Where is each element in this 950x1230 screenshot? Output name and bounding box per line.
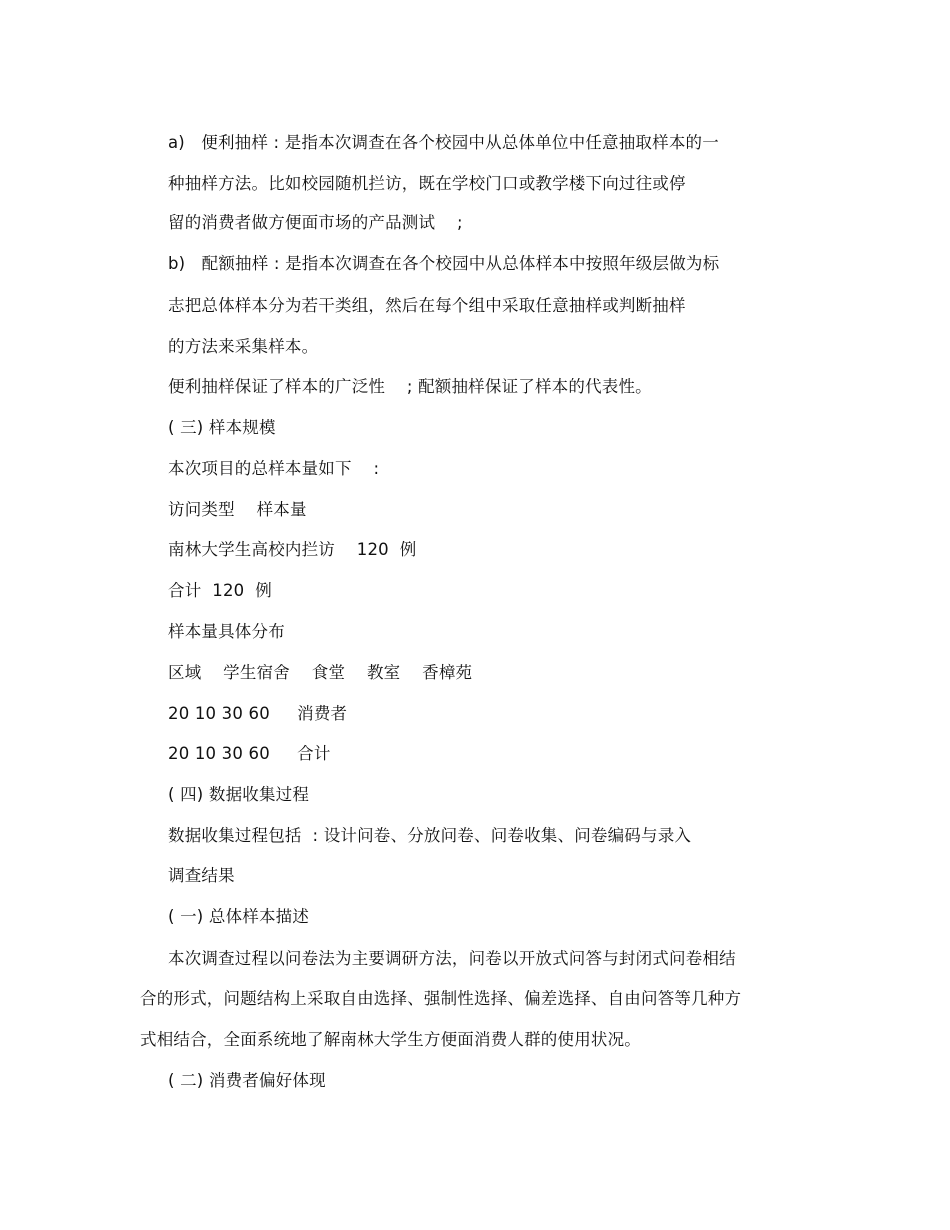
paragraph-line: 合的形式，问题结构上采取自由选择、强制性选择、偏差选择、自由问答等几种方	[140, 989, 742, 1008]
text-line: 便利抽样保证了样本的广泛性 ; 配额抽样保证了样本的代表性。	[168, 377, 652, 396]
text-line: b) 配额抽样 : 是指本次调查在各个校园中从总体样本中按照年级层做为标	[168, 254, 720, 273]
text-line: a) 便利抽样 : 是指本次调查在各个校园中从总体单位中任意抽取样本的一	[168, 133, 719, 152]
section-heading: 调查结果	[168, 866, 235, 885]
paragraph-line: 式相结合，全面系统地了解南林大学生方便面消费人群的使用状况。	[140, 1030, 641, 1049]
paragraph-line: 本次调查过程以问卷法为主要调研方法，问卷以开放式问答与封闭式问卷相结	[168, 949, 736, 968]
section-heading: ( 三) 样本规模	[168, 418, 276, 437]
table-header-line: 访问类型 样本量	[168, 500, 307, 519]
text-line: 的方法来采集样本。	[168, 337, 319, 356]
table-row-line: 20 10 30 60 合计	[168, 744, 331, 763]
section-heading: ( 四) 数据收集过程	[168, 785, 310, 804]
text-line: 本次项目的总样本量如下 :	[168, 459, 380, 478]
table-header-line: 区域 学生宿舍 食堂 教室 香樟苑	[168, 663, 473, 682]
text-line: 种抽样方法。比如校园随机拦访，既在学校门口或教学楼下向过往或停	[168, 174, 686, 193]
text-line: 数据收集过程包括 : 设计问卷、分放问卷、问卷收集、问卷编码与录入	[168, 826, 692, 845]
text-line: 样本量具体分布	[168, 622, 285, 641]
table-row-line: 20 10 30 60 消费者	[168, 704, 348, 723]
text-line: 留的消费者做方便面市场的产品测试 ;	[168, 213, 463, 232]
table-row-line: 合计 120 例	[168, 581, 272, 600]
text-line: 志把总体样本分为若干类组，然后在每个组中采取任意抽样或判断抽样	[168, 296, 686, 315]
table-row-line: 南林大学生高校内拦访 120 例	[168, 540, 417, 559]
section-heading: ( 一) 总体样本描述	[168, 907, 310, 926]
section-heading: ( 二) 消费者偏好体现	[168, 1071, 326, 1090]
